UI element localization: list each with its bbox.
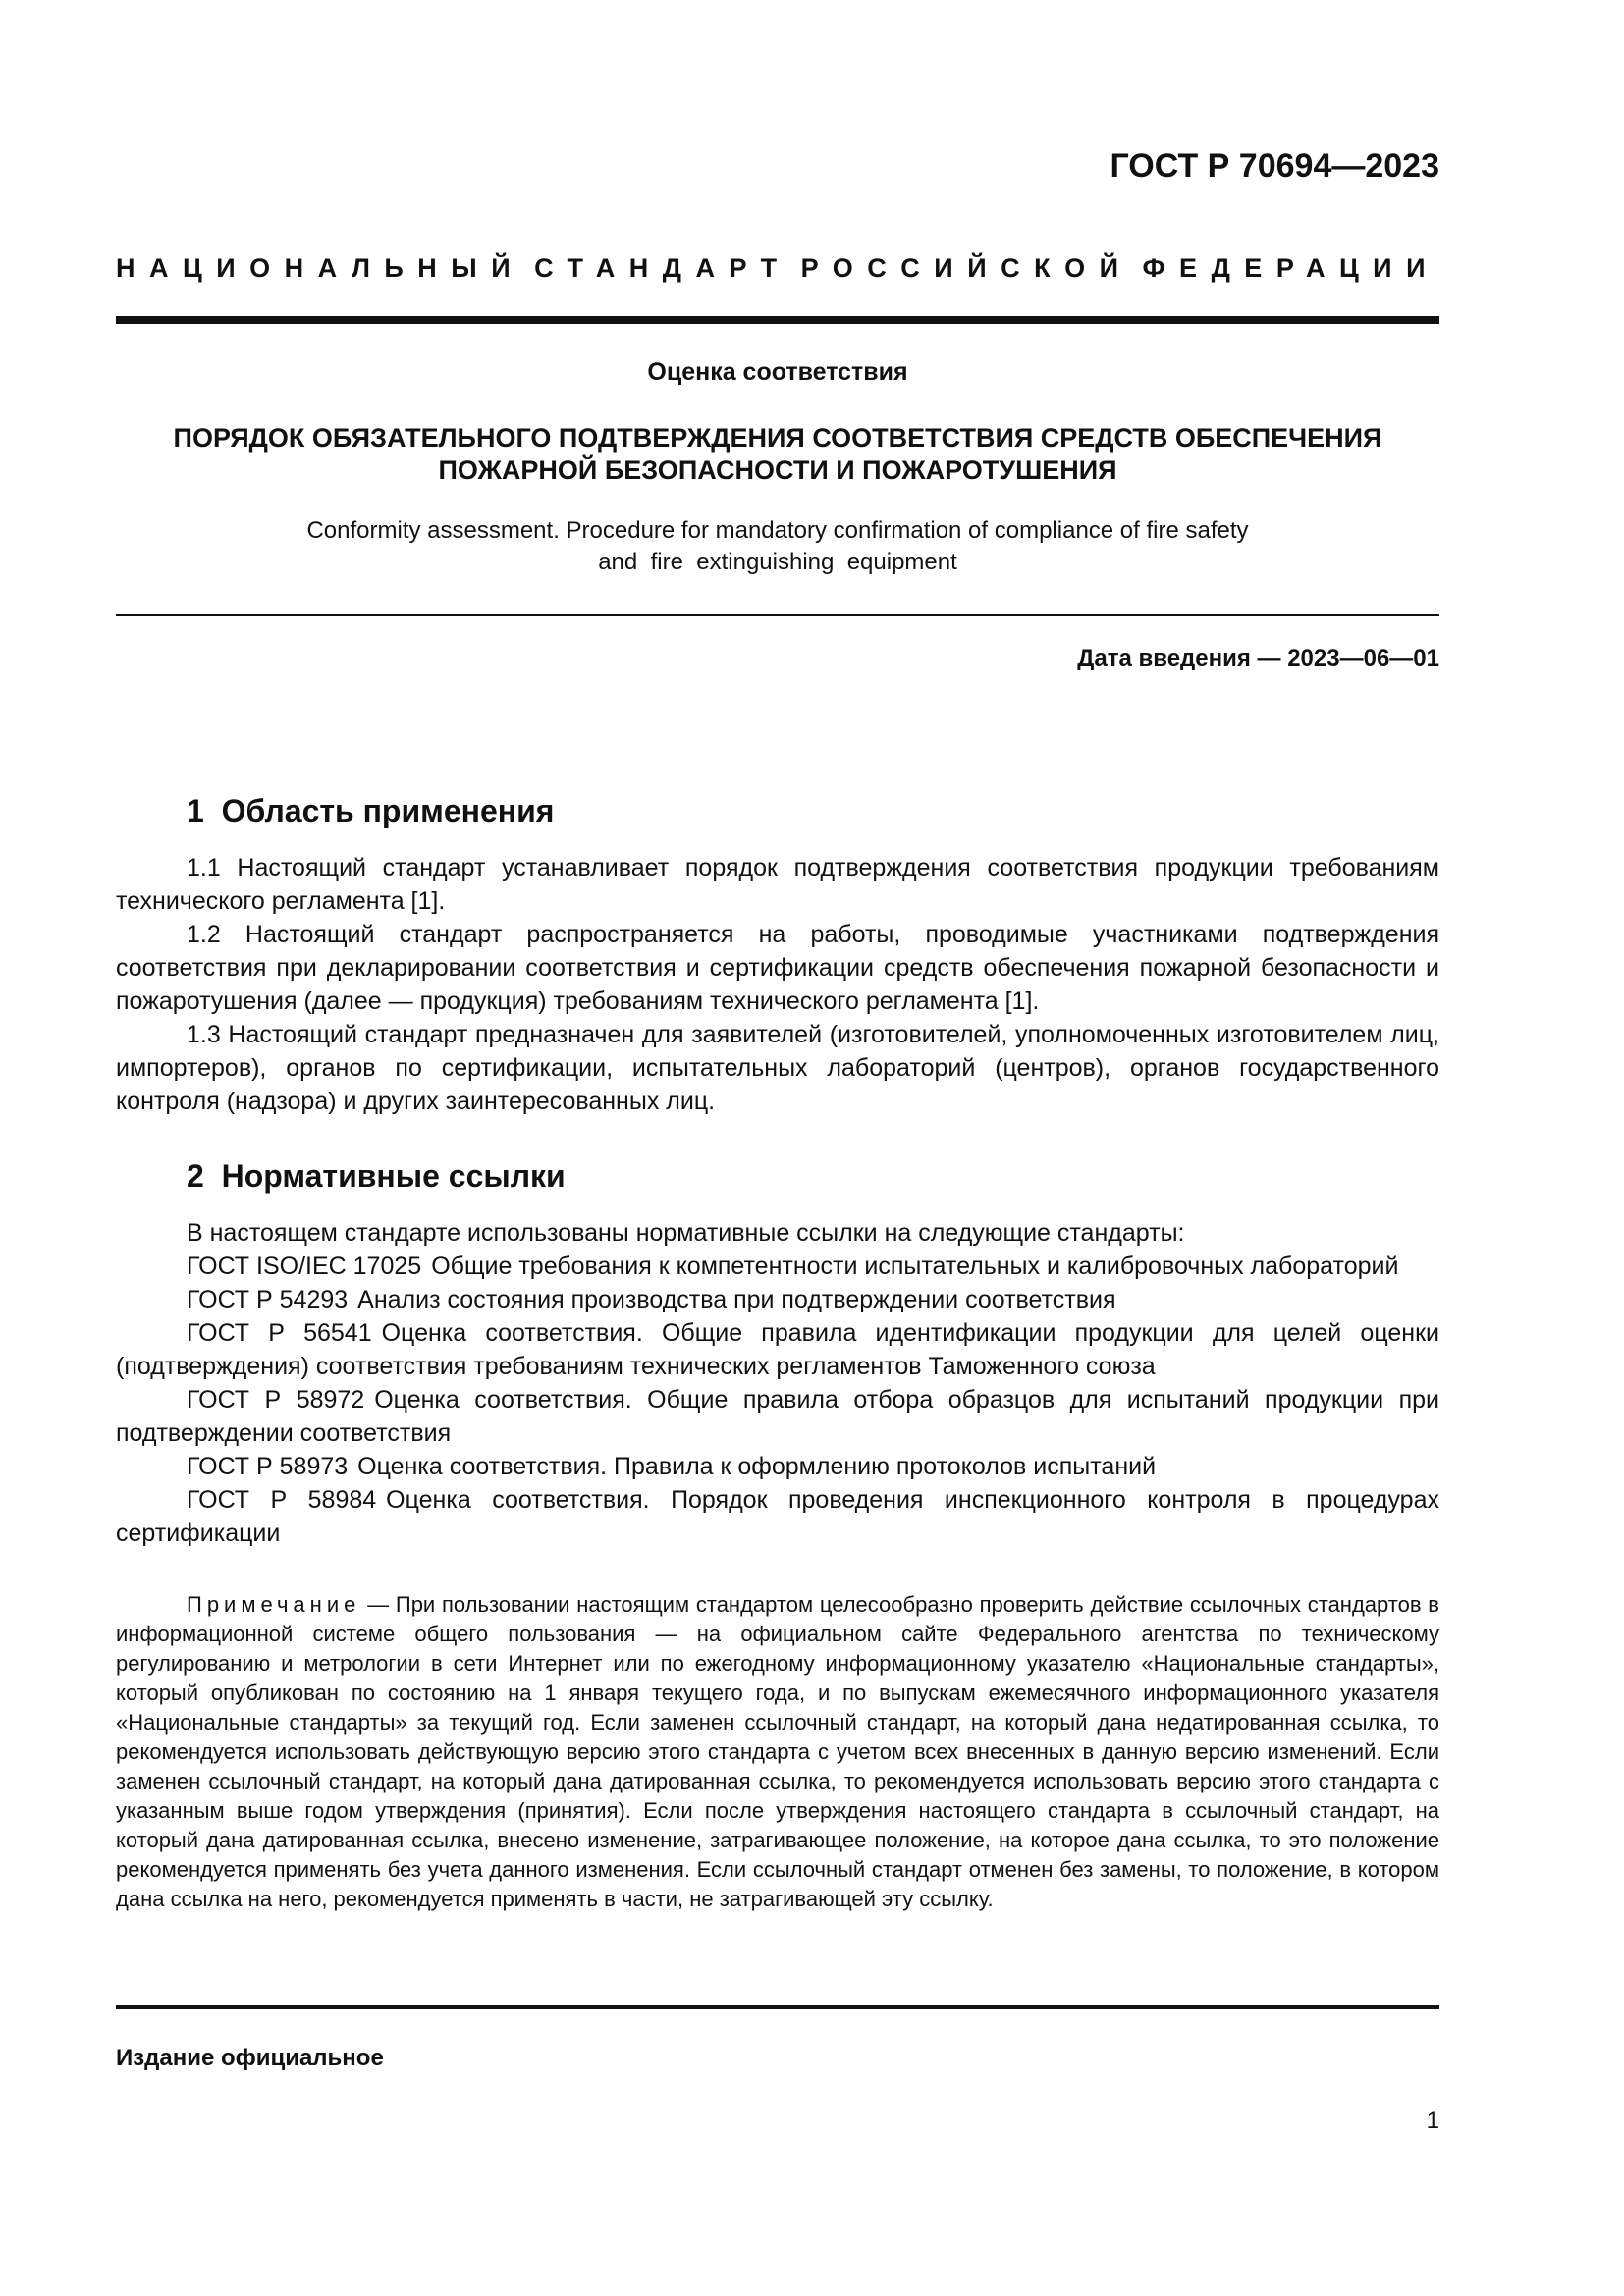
paragraph: 1.3 Настоящий стандарт предназначен для заявителей (изготовителей, уполномоченных изготовителем лиц, импортеров), органов по сертификации, испытательных лабораторий (центров), органов государственного контроля (надзора) и других заинтересованных лиц. — [116, 1021, 1439, 1115]
paragraph: 1.1 Настоящий стандарт устанавливает порядок подтверждения соответствия продукции требованиям технического регламента [1]. — [116, 854, 1439, 915]
reference-text: Оценка соответствия. Порядок проведения инспекционного контроля в процедурах сертификации — [116, 1486, 1439, 1547]
subtitle: Оценка соответствия — [647, 358, 908, 386]
note-label: Примечание — [187, 1592, 361, 1617]
reference-item — [116, 1316, 1439, 1383]
reference-code: ГОСТ Р 58973 — [187, 1453, 349, 1480]
title-line: ПОЖАРНОЙ БЕЗОПАСНОСТИ И ПОЖАРОТУШЕНИЯ — [438, 455, 1117, 485]
reference-code: ГОСТ Р 58972 — [187, 1386, 365, 1414]
national-word: ФЕДЕРАЦИИ — [1142, 253, 1439, 283]
reference-text: Общие требования к компетентности испытательных и калибровочных лабораторий — [431, 1253, 1399, 1280]
reference-code: ГОСТ ISO/IEC 17025 — [187, 1253, 422, 1280]
reference-code: ГОСТ Р 56541 — [187, 1319, 372, 1347]
title-divider — [116, 614, 1439, 616]
paragraph: 1.2 Настоящий стандарт распространяется на работы, проводимые участниками подтверждения соответствия при декларировании соответствия и сертификации средств обеспечения пожарной безопасности и пожаротушения (далее — продукция) требованиям технического регламента [1]. — [116, 921, 1439, 1015]
national-word: СТАНДАРТ — [534, 253, 791, 283]
page-number: 1 — [1426, 2108, 1439, 2134]
reference-item — [116, 1483, 1439, 1550]
references-intro: В настоящем стандарте использованы нормативные ссылки на следующие стандарты: — [187, 1219, 1185, 1247]
national-standard-heading — [116, 253, 1439, 284]
reference-text: Оценка соответствия. Общие правила отбора образцов для испытаний продукции при подтверждении соответствия — [116, 1386, 1439, 1447]
section-heading: 2 Нормативные ссылки — [187, 1158, 566, 1194]
reference-code: ГОСТ Р 54293 — [187, 1286, 349, 1313]
section-scope — [116, 793, 1439, 1118]
reference-item — [116, 1383, 1439, 1450]
header-divider — [116, 316, 1439, 324]
section-heading: 1 Область применения — [187, 793, 555, 828]
reference-text: Оценка соответствия. Правила к оформлению протоколов испытаний — [357, 1453, 1157, 1480]
reference-item — [116, 1450, 1439, 1483]
reference-item — [116, 1250, 1439, 1283]
section-normative-references — [116, 1158, 1439, 1550]
title-line: ПОРЯДОК ОБЯЗАТЕЛЬНОГО ПОДТВЕРЖДЕНИЯ СООТВЕТСТВИЯ СРЕДСТВ ОБЕСПЕЧЕНИЯ — [173, 423, 1382, 453]
edition-label: Издание официальное — [116, 2045, 384, 2071]
national-word: РОССИЙСКОЙ — [800, 253, 1133, 283]
english-title-line: and fire extinguishing equipment — [598, 549, 957, 575]
introduction-date: Дата введения — 2023—06—01 — [1077, 645, 1439, 671]
english-title — [116, 515, 1439, 578]
document-number: ГОСТ Р 70694—2023 — [1110, 147, 1439, 185]
note-text: — При пользовании настоящим стандартом целесообразно проверить действие ссылочных стандартов в информационной системе общего пользования — на официальном сайте Федерального агентства по техническому регулированию и метрологии в сети Интернет или по ежегодному информационному указателю «Национальные стандарты», который опубликован по состоянию на 1 января текущего года, и по выпускам ежемесячного информационного указателя «Национальные стандарты» за текущий год. Если заменен ссылочный стандарт, на который дана недатированная ссылка, то рекомендуется использовать действующую версию этого стандарта с учетом всех внесенных в данную версию изменений. Если заменен ссылочный стандарт, на который дана датированная ссылка, то рекомендуется использовать версию этого стандарта с указанным выше годом утверждения (принятия). Если после утверждения настоящего стандарта в ссылочный стандарт, на который дана датированная ссылка, внесено изменение, затрагивающее положение, на которое дана ссылка, то это положение рекомендуется применять без учета данного изменения. Если ссылочный стандарт отменен без замены, то положение, в котором дана ссылка на него, рекомендуется применять в части, не затрагивающей эту ссылку. — [116, 1592, 1439, 1911]
note — [116, 1590, 1439, 1914]
reference-item — [116, 1283, 1439, 1316]
english-title-line: Conformity assessment. Procedure for mandatory confirmation of compliance of fire safety — [306, 517, 1249, 544]
national-word: НАЦИОНАЛЬНЫЙ — [116, 253, 525, 283]
reference-text: Анализ состояния производства при подтверждении соответствия — [357, 1286, 1116, 1313]
document-title — [116, 422, 1439, 487]
reference-text: Оценка соответствия. Общие правила идентификации продукции для целей оценки (подтверждения) соответствия требованиям технических регламентов Таможенного союза — [116, 1319, 1439, 1380]
reference-code: ГОСТ Р 58984 — [187, 1486, 377, 1514]
footer-divider — [116, 2005, 1439, 2009]
